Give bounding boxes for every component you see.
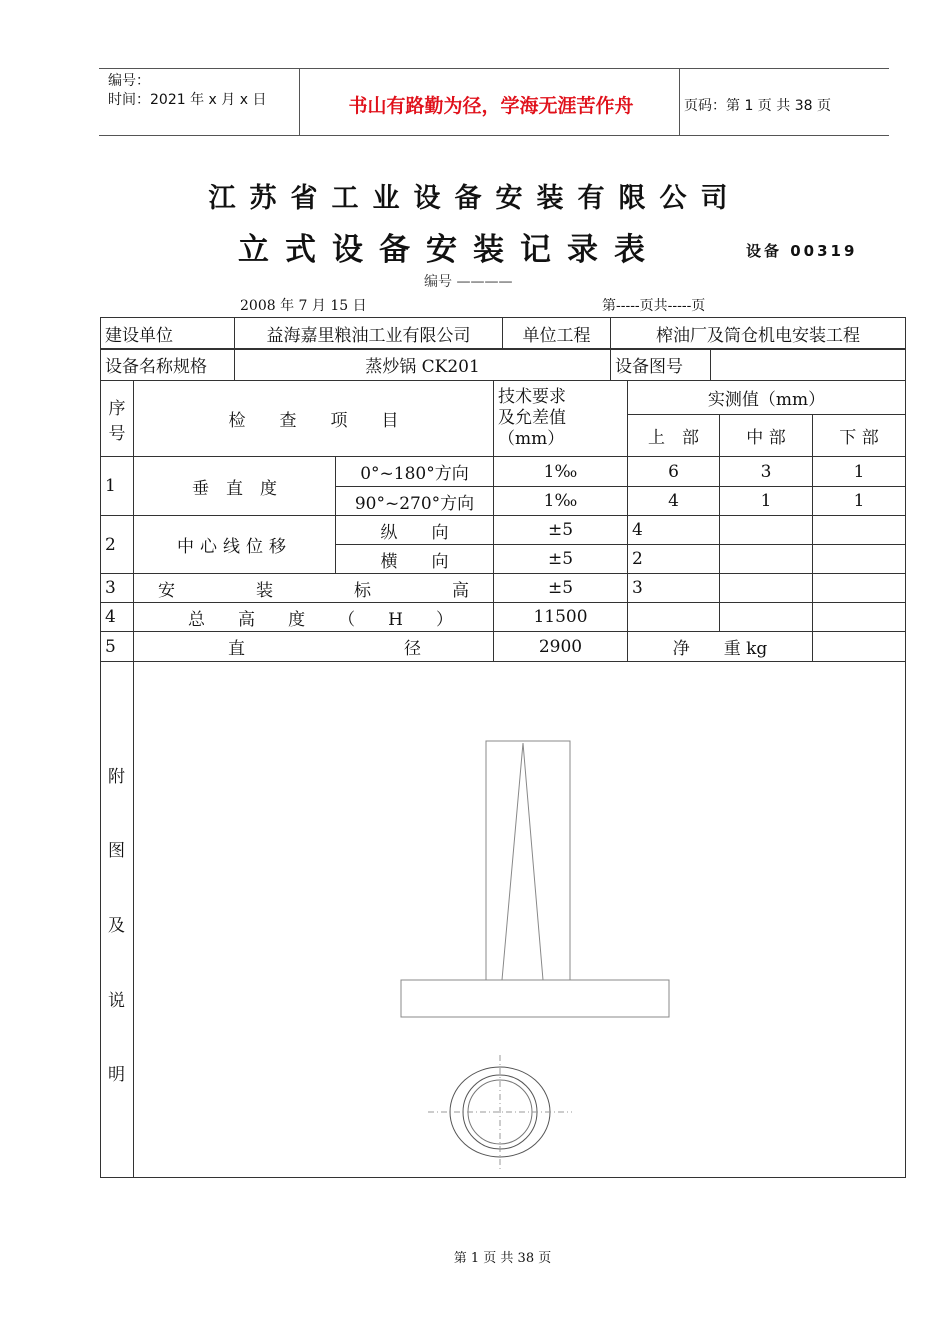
req-header (494, 381, 628, 457)
page-of: 第-----页共-----页 (602, 298, 706, 314)
row2-bot1 (813, 516, 906, 545)
verticality-triangle (502, 743, 543, 980)
row2-bot2 (813, 545, 906, 574)
item-header: 检 查 项 目 (134, 381, 494, 457)
base-plate (401, 980, 669, 1017)
top-header: 上 部 (628, 415, 720, 457)
row2-item: 中心线位移 (134, 516, 336, 574)
table-row (101, 457, 906, 487)
row3-item: 安装标高 (134, 574, 494, 603)
row1-item: 垂 直 度 (134, 457, 336, 516)
seq-header-2: 号 (108, 423, 126, 444)
attach-char-1: 附 (108, 767, 125, 787)
row2-sub1: 纵 向 (336, 516, 494, 545)
row5-req: 2900 (494, 632, 628, 662)
drawing-label: 设备图号 (611, 349, 711, 381)
row2-sub2: 横 向 (336, 545, 494, 574)
row1-req1: 1‰ (494, 457, 628, 487)
form-code: 设备 00319 (746, 242, 858, 260)
header-page-info: 页码：第 1 页 共 38 页 (684, 98, 831, 114)
form-title: 立式设备安装记录表 (238, 232, 661, 268)
row2-top2: 2 (628, 545, 720, 574)
table-row (101, 516, 906, 545)
row2-req1: ±5 (494, 516, 628, 545)
row4-item: 总高度（H） (134, 603, 494, 632)
row3-no: 3 (101, 574, 134, 603)
measured-header: 实测值（mm） (628, 381, 906, 415)
row4-req: 11500 (494, 603, 628, 632)
seq-header (101, 381, 134, 457)
motto: 书山有路勤为径，学海无涯苦作舟 (348, 95, 634, 117)
equipment-sketch (390, 735, 690, 1175)
row1-top2: 4 (628, 487, 720, 516)
row1-mid1: 3 (720, 457, 813, 487)
equip-label: 设备名称规格 (101, 349, 235, 381)
req-header-3: （mm） (498, 429, 565, 449)
row4-bot (813, 603, 906, 632)
row4-top (628, 603, 720, 632)
table-row (101, 574, 906, 603)
row1-sub2: 90°~270°方向 (336, 487, 494, 516)
company-name: 江苏省工业设备安装有限公司 (208, 183, 742, 214)
row5-item: 直径 (134, 632, 494, 662)
equipment-table (100, 348, 906, 381)
row2-no: 2 (101, 516, 134, 574)
row3-top: 3 (628, 574, 720, 603)
client-label: 建设单位 (101, 318, 235, 350)
row5-no: 5 (101, 632, 134, 662)
drawing-value (711, 349, 906, 381)
seq-header-1: 序 (108, 398, 126, 419)
header-meta (108, 72, 266, 110)
row1-top1: 6 (628, 457, 720, 487)
row1-bot1: 1 (813, 457, 906, 487)
footer-text: 第 1 页 共 38 页 (453, 1251, 552, 1266)
header-divider-left (299, 69, 300, 136)
table-row (101, 603, 906, 632)
number-label: 编号： (108, 73, 150, 89)
unit-label: 单位工程 (503, 318, 611, 350)
row5-bot (813, 632, 906, 662)
middle-header: 中 部 (720, 415, 813, 457)
header-bottom-rule (99, 135, 889, 136)
row3-bot (813, 574, 906, 603)
row3-req: ±5 (494, 574, 628, 603)
attach-char-4: 说 (108, 991, 125, 1011)
row1-bot2: 1 (813, 487, 906, 516)
row2-mid2 (720, 545, 813, 574)
row1-mid2: 1 (720, 487, 813, 516)
unit-value: 榨油厂及筒仓机电安装工程 (611, 318, 906, 350)
time-label: 时间：2021 年 x 月 x 日 (108, 92, 267, 108)
record-date: 2008 年 7 月 15 日 (240, 298, 367, 314)
req-header-2: 及允差值 (498, 408, 566, 428)
info-table (100, 317, 906, 350)
footer-page-number (0, 1247, 950, 1266)
row2-mid1 (720, 516, 813, 545)
table-row (101, 632, 906, 662)
row5-weight: 净 重 kg (628, 632, 813, 662)
row3-mid (720, 574, 813, 603)
row4-mid (720, 603, 813, 632)
doc-number: 编号 ———— (424, 274, 513, 290)
client-value: 益海嘉里粮油工业有限公司 (235, 318, 503, 350)
attach-char-5: 明 (108, 1065, 125, 1085)
attach-char-2: 图 (108, 841, 125, 861)
row1-sub1: 0°~180°方向 (336, 457, 494, 487)
req-header-1: 技术要求 (498, 387, 566, 407)
equip-value: 蒸炒锅 CK201 (235, 349, 611, 381)
row1-no: 1 (101, 457, 134, 516)
attach-char-3: 及 (108, 916, 125, 936)
row1-req2: 1‰ (494, 487, 628, 516)
row2-top1: 4 (628, 516, 720, 545)
header-top-rule (99, 68, 889, 69)
bottom-header: 下 部 (813, 415, 906, 457)
column-outline (486, 741, 570, 980)
row2-req2: ±5 (494, 545, 628, 574)
row4-no: 4 (101, 603, 134, 632)
